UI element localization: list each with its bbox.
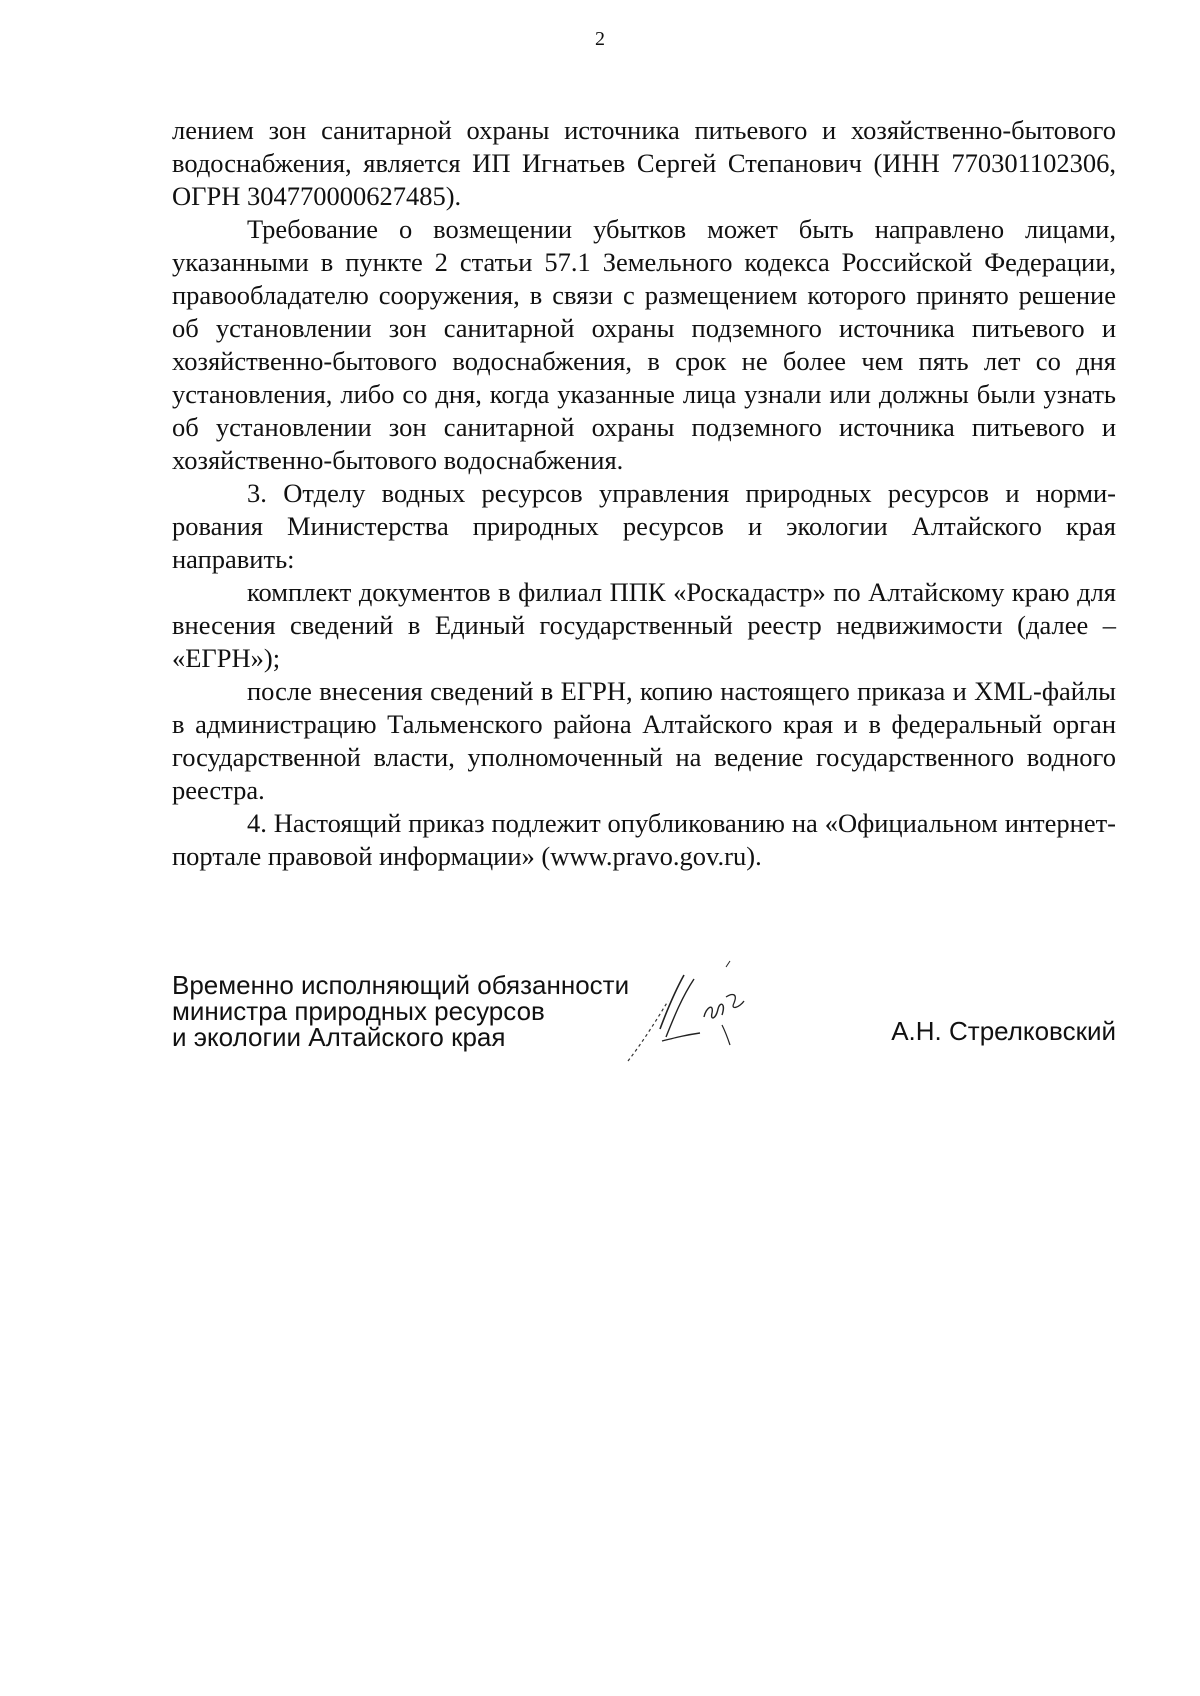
- signer-title-line-3: и экологии Алтайского края: [172, 1022, 506, 1052]
- signature-block: [172, 972, 1116, 1092]
- paragraph-1: лением зон санитарной охраны источника питьевого и хозяйственно-бытового водоснабжения, является ИП Игнатьев Сергей Степанович (ИНН 770301102306, ОГРН 304770000627485).: [172, 115, 1116, 211]
- document-body: [172, 114, 1116, 873]
- paragraph-3: 3. Отделу водных ресурсов управления природных ресурсов и нормирования Министерства природных ресурсов и экологии Алтайского края направить:: [172, 478, 1116, 574]
- signer-title: [172, 972, 629, 1050]
- signer-name: А.Н. Стрелковский: [891, 1016, 1116, 1046]
- paragraph-5: после внесения сведений в ЕГРН, копию настоящего приказа и XML-файлы в администрацию Тальменского района Алтайского края и в федеральный орган государственной власти, уполномоченный на ведение государственного водного реестра.: [172, 676, 1116, 805]
- paragraph-4: комплект документов в филиал ППК «Роскадастр» по Алтайскому краю для внесения сведений в Единый государственный реестр недвижимости (далее – «ЕГРН»);: [172, 577, 1116, 673]
- handwritten-signature: [622, 957, 782, 1067]
- signer-title-line-2: министра природных ресурсов: [172, 996, 545, 1026]
- paragraph-6: 4. Настоящий приказ подлежит опубликованию на «Официальном интернет-портале правовой информации» (www.pravo.gov.ru).: [172, 808, 1116, 871]
- signer-title-line-1: Временно исполняющий обязанности: [172, 970, 630, 1000]
- paragraph-2: Требование о возмещении убытков может быть направлено лицами, указанными в пункте 2 статьи 57.1 Земельного кодекса Российской Федерации, правообладателю сооружения, в связи с размещением которого принято решение об установлении зон санитарной охраны подземного источника питьевого и хозяйственно-бытового водоснабжения, в срок не более чем пять лет со дня установления, либо со дня, когда указанные лица узнали или должны были узнать об установлении зон санитарной охраны подземного источника питьевого и хозяйственно-бытового водоснабжения.: [172, 214, 1116, 475]
- page-number: 2: [595, 28, 605, 50]
